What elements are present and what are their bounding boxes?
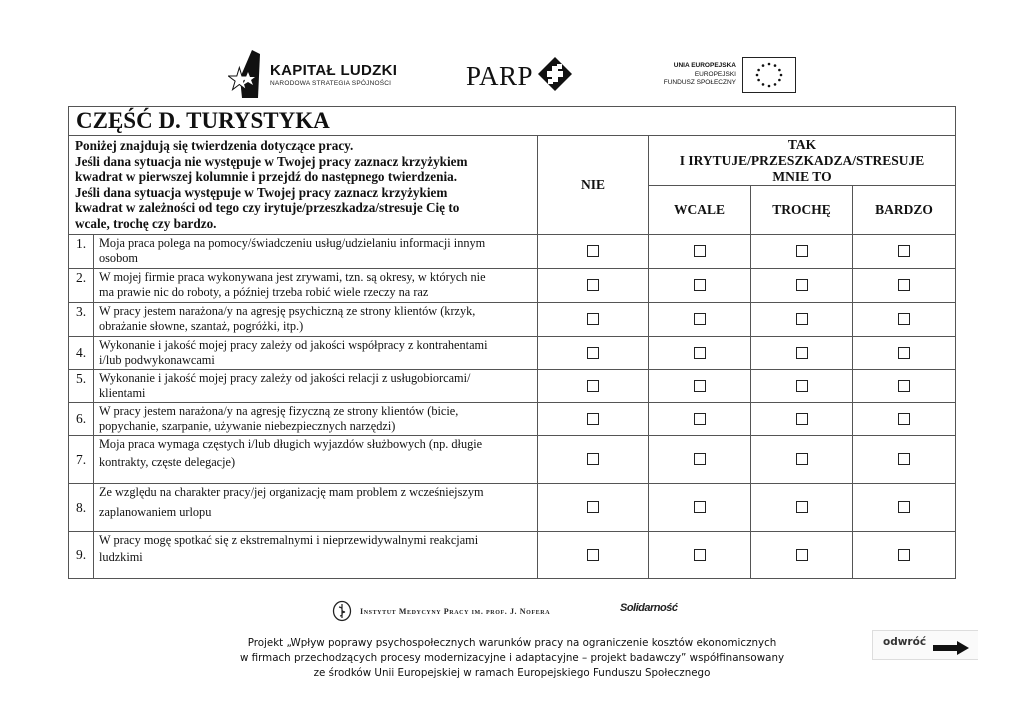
item-number: 4. bbox=[69, 336, 94, 369]
item-number: 3. bbox=[69, 302, 94, 336]
statement-line: obrażanie słowne, szantaż, pogróżki, itp.) bbox=[99, 319, 304, 334]
item-number: 7. bbox=[69, 435, 94, 483]
eu-line-1: UNIA EUROPEJSKA bbox=[673, 62, 736, 70]
checkbox-nie[interactable] bbox=[587, 413, 599, 425]
survey-table bbox=[68, 106, 956, 579]
table-row bbox=[69, 369, 956, 402]
checkbox-wcale[interactable] bbox=[694, 453, 706, 465]
checkbox-troche[interactable] bbox=[796, 453, 808, 465]
kapital-ludzki-title: KAPITAŁ LUDZKI bbox=[270, 61, 398, 79]
eu-line-3: FUNDUSZ SPOŁECZNY bbox=[663, 79, 736, 87]
checkbox-nie[interactable] bbox=[587, 245, 599, 257]
checkbox-bardzo[interactable] bbox=[898, 313, 910, 325]
item-statement bbox=[94, 483, 538, 531]
table-row bbox=[69, 268, 956, 302]
eu-line-2: EUROPEJSKI bbox=[694, 70, 736, 78]
item-statement bbox=[94, 369, 538, 402]
statement-line: kontrakty, częste delegacje) bbox=[99, 454, 236, 469]
checkbox-wcale[interactable] bbox=[694, 313, 706, 325]
statement-line: W mojej firmie praca wykonywana jest zrywami, tzn. są okresy, w których nie bbox=[99, 270, 486, 285]
instruction-line: wcale, trochę czy bardzo. bbox=[75, 215, 217, 231]
instruction-line: Jeśli dana sytuacja występuje w Twojej pracy zaznacz krzyżykiem bbox=[75, 184, 448, 200]
institute-logo bbox=[332, 600, 550, 622]
item-number: 5. bbox=[69, 369, 94, 402]
item-statement bbox=[94, 302, 538, 336]
checkbox-troche[interactable] bbox=[796, 501, 808, 513]
checkbox-wcale[interactable] bbox=[694, 549, 706, 561]
statement-line: ma prawie nic do roboty, a później trzeba robić wiele rzeczy na raz bbox=[99, 285, 429, 300]
item-statement bbox=[94, 336, 538, 369]
instruction-line: kwadrat w pierwszej kolumnie i przejdź do następnego twierdzenia. bbox=[75, 169, 458, 185]
column-header-troche: TROCHĘ bbox=[751, 186, 853, 234]
checkbox-bardzo[interactable] bbox=[898, 347, 910, 359]
statement-line: Moja praca polega na pomocy/świadczeniu usług/udzielaniu informacji innym bbox=[99, 236, 486, 251]
item-number: 6. bbox=[69, 402, 94, 435]
institute-name: Instytut Medycyny Pracy im. prof. J. Nofera bbox=[360, 606, 551, 616]
checkbox-bardzo[interactable] bbox=[898, 380, 910, 392]
table-row bbox=[69, 531, 956, 578]
turn-page-label: odwróć bbox=[883, 636, 927, 648]
checkbox-bardzo[interactable] bbox=[898, 245, 910, 257]
table-row bbox=[69, 234, 956, 268]
checkbox-wcale[interactable] bbox=[694, 245, 706, 257]
statement-line: popychanie, szarpanie, używanie niebezpiecznych narzędzi) bbox=[99, 418, 396, 433]
checkbox-bardzo[interactable] bbox=[898, 453, 910, 465]
checkbox-wcale[interactable] bbox=[694, 413, 706, 425]
project-line: Projekt „Wpływ poprawy psychospołecznych warunków pracy na ograniczenie kosztów ekonomicznych bbox=[247, 637, 777, 649]
statement-line: Moja praca wymaga częstych i/lub długich wyjazdów służbowych (np. długie bbox=[99, 436, 483, 451]
tak-line-1: TAK bbox=[787, 136, 817, 152]
parp-diamond-icon bbox=[537, 56, 573, 97]
eu-flag-icon bbox=[742, 57, 796, 93]
checkbox-troche[interactable] bbox=[796, 347, 808, 359]
checkbox-bardzo[interactable] bbox=[898, 279, 910, 291]
checkbox-nie[interactable] bbox=[587, 453, 599, 465]
checkbox-bardzo[interactable] bbox=[898, 413, 910, 425]
checkbox-nie[interactable] bbox=[587, 279, 599, 291]
instructions bbox=[69, 136, 538, 235]
instruction-line: kwadrat w zależności od tego czy irytuje/przeszkadza/stresuje Cię to bbox=[75, 200, 460, 216]
statement-line: ludzkimi bbox=[99, 549, 143, 564]
item-statement bbox=[94, 435, 538, 483]
section-title: CZĘŚĆ D. TURYSTYKA bbox=[69, 107, 956, 136]
checkbox-troche[interactable] bbox=[796, 549, 808, 561]
item-number: 2. bbox=[69, 268, 94, 302]
institute-emblem-icon bbox=[332, 600, 352, 622]
item-number: 9. bbox=[69, 531, 94, 578]
statement-line: osobom bbox=[99, 251, 138, 266]
checkbox-nie[interactable] bbox=[587, 501, 599, 513]
item-number: 1. bbox=[69, 234, 94, 268]
kapital-ludzki-star-icon bbox=[228, 48, 264, 100]
column-header-bardzo: BARDZO bbox=[853, 186, 956, 234]
column-header-nie: NIE bbox=[538, 136, 649, 235]
tak-line-2: I IRYTUJE/PRZESZKADZA/STRESUJE bbox=[679, 152, 925, 168]
table-row bbox=[69, 435, 956, 483]
checkbox-bardzo[interactable] bbox=[898, 501, 910, 513]
checkbox-troche[interactable] bbox=[796, 313, 808, 325]
eu-logo bbox=[660, 56, 796, 94]
column-header-tak bbox=[649, 136, 956, 186]
checkbox-troche[interactable] bbox=[796, 380, 808, 392]
item-number: 8. bbox=[69, 483, 94, 531]
statement-line: Wykonanie i jakość mojej pracy zależy od jakości relacji z usługobiorcami/ bbox=[99, 370, 471, 385]
kapital-ludzki-logo bbox=[228, 48, 397, 100]
item-statement bbox=[94, 402, 538, 435]
checkbox-nie[interactable] bbox=[587, 313, 599, 325]
statement-line: klientami bbox=[99, 385, 146, 400]
checkbox-troche[interactable] bbox=[796, 413, 808, 425]
checkbox-wcale[interactable] bbox=[694, 380, 706, 392]
checkbox-wcale[interactable] bbox=[694, 501, 706, 513]
checkbox-troche[interactable] bbox=[796, 279, 808, 291]
statement-line: i/lub podwykonawcami bbox=[99, 352, 215, 367]
turn-page-button[interactable] bbox=[872, 630, 978, 660]
statement-line: Wykonanie i jakość mojej pracy zależy od jakości współpracy z kontrahentami bbox=[99, 337, 488, 352]
checkbox-bardzo[interactable] bbox=[898, 549, 910, 561]
item-statement bbox=[94, 531, 538, 578]
checkbox-nie[interactable] bbox=[587, 549, 599, 561]
solidarnosc-logo: Solidarność bbox=[620, 602, 678, 614]
checkbox-troche[interactable] bbox=[796, 245, 808, 257]
project-line: w firmach przechodzących procesy modernizacyjne i adaptacyjne – projekt badawczy” współfinansowany bbox=[239, 652, 785, 664]
statement-line: W pracy mogę spotkać się z ekstremalnymi i nieprzewidywalnymi reakcjami bbox=[99, 532, 479, 547]
instruction-line: Poniżej znajdują się twierdzenia dotyczące pracy. bbox=[75, 138, 354, 153]
item-statement bbox=[94, 234, 538, 268]
table-row bbox=[69, 302, 956, 336]
column-header-wcale: WCALE bbox=[649, 186, 751, 234]
checkbox-wcale[interactable] bbox=[694, 279, 706, 291]
checkbox-wcale[interactable] bbox=[694, 347, 706, 359]
project-line: ze środków Unii Europejskiej w ramach Europejskiego Funduszu Społecznego bbox=[313, 667, 711, 679]
item-statement bbox=[94, 268, 538, 302]
arrow-right-icon bbox=[933, 641, 969, 655]
parp-logo bbox=[466, 56, 573, 96]
table-row bbox=[69, 402, 956, 435]
instruction-line: Jeśli dana sytuacja nie występuje w Twojej pracy zaznacz krzyżykiem bbox=[75, 153, 468, 169]
project-info bbox=[0, 636, 1024, 681]
checkbox-nie[interactable] bbox=[587, 347, 599, 359]
statement-line: W pracy jestem narażona/y na agresję fizyczną ze strony klientów (bicie, bbox=[99, 403, 459, 418]
statement-line: W pracy jestem narażona/y na agresję psychiczną ze strony klientów (krzyk, bbox=[99, 304, 476, 319]
tak-line-3: MNIE TO bbox=[772, 168, 832, 184]
table-row bbox=[69, 336, 956, 369]
kapital-ludzki-subtitle: NARODOWA STRATEGIA SPÓJNOŚCI bbox=[270, 79, 392, 87]
statement-line: Ze względu na charakter pracy/jej organizację mam problem z wcześniejszym bbox=[99, 484, 484, 499]
parp-label: PARP bbox=[466, 60, 534, 91]
statement-line: zaplanowaniem urlopu bbox=[99, 504, 212, 519]
table-row bbox=[69, 483, 956, 531]
checkbox-nie[interactable] bbox=[587, 380, 599, 392]
